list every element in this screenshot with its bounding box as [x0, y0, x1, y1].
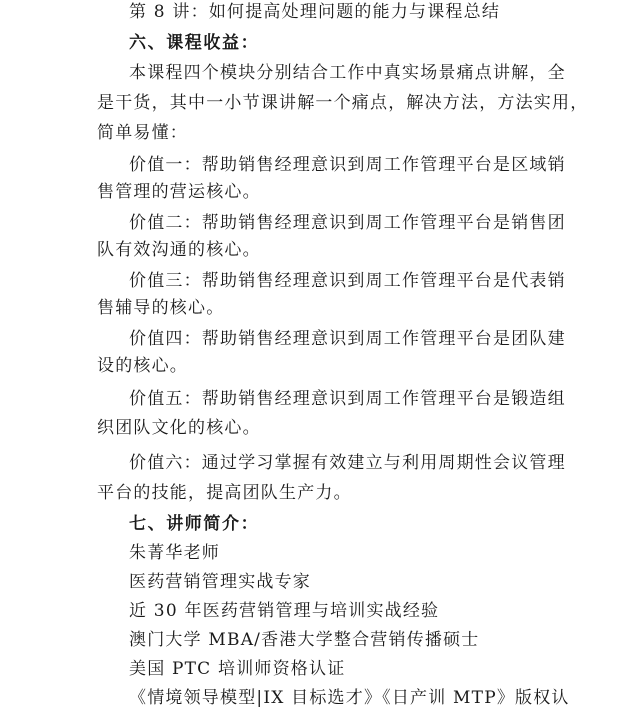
lecturer-education: 澳门大学 MBA/香港大学整合营销传播硕士 — [129, 630, 480, 650]
lecturer-name: 朱菁华老师 — [129, 543, 220, 563]
value-2-line-1: 价值二：帮助销售经理意识到周工作管理平台是销售团 — [129, 213, 566, 233]
value-3-line-1: 价值三：帮助销售经理意识到周工作管理平台是代表销 — [129, 271, 566, 291]
value-6-line-2: 平台的技能，提高团队生产力。 — [97, 483, 352, 503]
section-6-heading: 六、课程收益： — [129, 33, 260, 53]
section-6-intro-line-1: 本课程四个模块分别结合工作中真实场景痛点讲解，全 — [129, 63, 566, 83]
lecturer-copyright: 《情境领导模型|IX 目标选才》《日产训 MTP》版权认 — [129, 688, 570, 708]
value-5-line-1: 价值五：帮助销售经理意识到周工作管理平台是锻造组 — [129, 389, 566, 409]
value-2-line-2: 队有效沟通的核心。 — [97, 240, 261, 260]
value-4-line-2: 设的核心。 — [97, 356, 188, 376]
section-6-intro-line-3: 简单易懂： — [97, 123, 188, 143]
lecturer-title: 医药营销管理实战专家 — [129, 572, 311, 592]
lecturer-certification: 美国 PTC 培训师资格认证 — [129, 659, 346, 679]
lecturer-experience: 近 30 年医药营销管理与培训实战经验 — [129, 601, 440, 621]
value-1-line-2: 售管理的营运核心。 — [97, 182, 261, 202]
value-3-line-2: 售辅导的核心。 — [97, 298, 225, 318]
lesson-8-line: 第 8 讲：如何提高处理问题的能力与课程总结 — [129, 2, 501, 22]
value-6-line-1: 价值六：通过学习掌握有效建立与利用周期性会议管理 — [129, 453, 566, 473]
section-6-intro-line-2: 是干货，其中一小节课讲解一个痛点，解决方法，方法实用， — [97, 93, 589, 113]
section-7-heading: 七、讲师简介： — [129, 514, 260, 534]
value-5-line-2: 织团队文化的核心。 — [97, 418, 261, 438]
value-1-line-1: 价值一：帮助销售经理意识到周工作管理平台是区域销 — [129, 155, 566, 175]
value-4-line-1: 价值四：帮助销售经理意识到周工作管理平台是团队建 — [129, 329, 566, 349]
